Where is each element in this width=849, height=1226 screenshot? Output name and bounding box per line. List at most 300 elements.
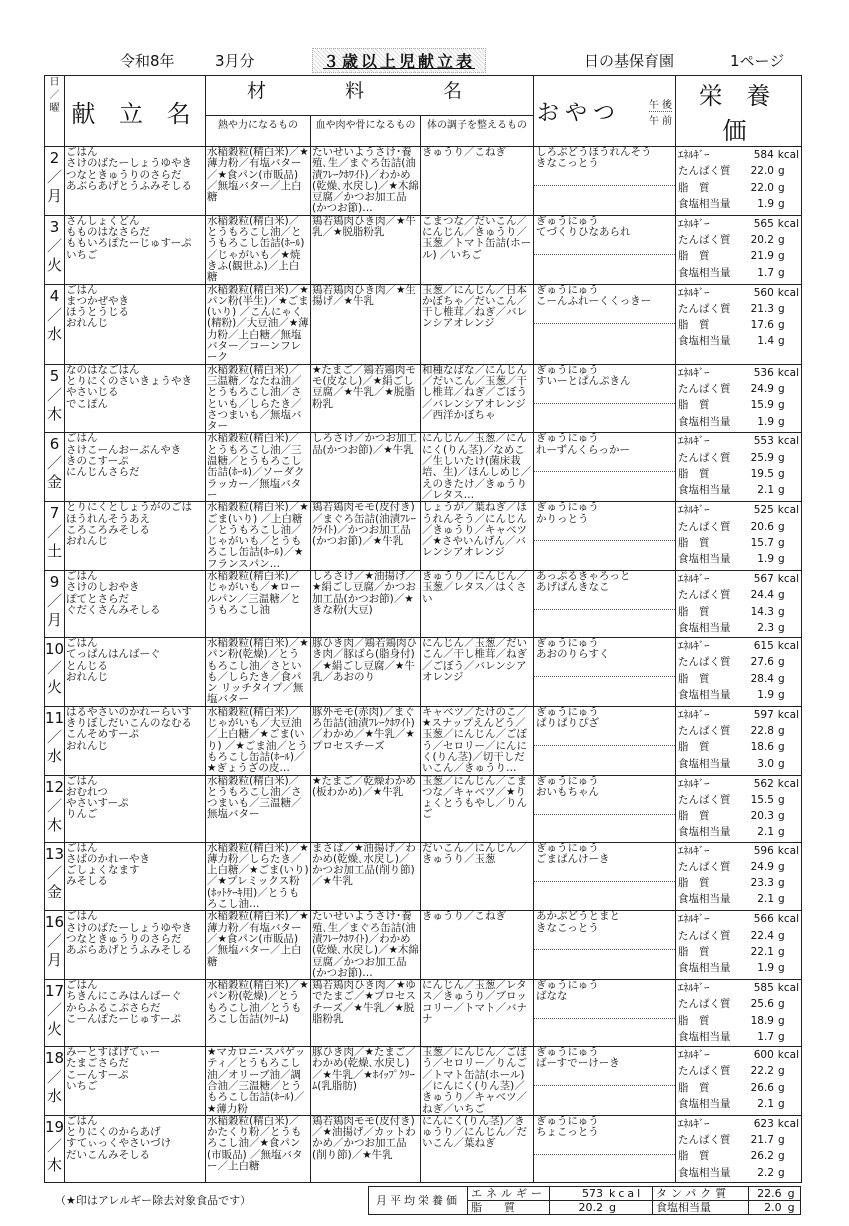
nutrition-value: 24.9 xyxy=(750,382,774,395)
nutrition-label: たんぱく質 xyxy=(678,793,731,806)
nutrition-value: 2.1 xyxy=(757,893,774,906)
nutrition-value: 26.6 xyxy=(750,1081,774,1094)
day-number: 18 xyxy=(45,1049,65,1068)
nutrition-unit: g xyxy=(778,415,785,428)
heat-energy-foods: 水稲穀粒(精白米)／かたくり粉／とうもろこし油／★食パン(市販品) ／無塩バター／上白糖 xyxy=(206,1115,311,1182)
menu-items: ごはん とりにくのからあげ すてぃっくやさいづけ だいこんみそしる xyxy=(65,1115,206,1182)
heat-energy-foods: 水稲穀粒(精白米)／じゃがいも／★ロールパン／三温糖／とうもろこし油 xyxy=(206,570,311,637)
nutrition-cell xyxy=(676,1115,802,1182)
nutrition-value: 2.3 xyxy=(757,621,774,634)
heat-energy-foods: 水稲穀粒(精白米)／★薄力粉／しらたき／上白糖／★ごま(いり) ／★プレミックス粉(ﾎｯﾄｹｰｷ用)／とうもろこし油… xyxy=(207,841,312,911)
nutrition-line xyxy=(678,450,799,466)
salt-value: 2.0 xyxy=(748,1200,784,1214)
nutrition-cell xyxy=(676,706,802,775)
nutrition-value: 22.0 xyxy=(750,181,774,194)
slash-divider: ／ xyxy=(46,236,62,255)
nutrition-line xyxy=(678,535,799,551)
nutrition-line xyxy=(678,1096,799,1112)
weekday: 火 xyxy=(46,1020,62,1039)
nutrition-value: 25.6 xyxy=(750,998,774,1011)
menu-items: ごはん おむれつ やさいすーぷ りんご xyxy=(65,775,206,842)
menu-items: なのはなごはん とりにくのさいきょうやき やさいじる でこぽん xyxy=(65,364,206,433)
nutrition-label: ｴﾈﾙｷﾞｰ xyxy=(678,777,710,790)
nutrition-line xyxy=(678,1029,799,1045)
table-row xyxy=(45,1047,802,1116)
nutrition-label: たんぱく質 xyxy=(678,302,731,315)
day-cell xyxy=(45,284,65,364)
day-number: 4 xyxy=(49,286,60,305)
body-building-foods: ★たまご／乾燥わかめ(板わかめ)／★牛乳 xyxy=(311,775,421,842)
body-building-foods: 豚ひき肉／鶏若鶏肉ひき肉／豚ばら(脂身付)／★絹ごし豆腐／★牛乳／あおのり xyxy=(311,637,421,706)
snack-afternoon: ぎゅうにゅう れーずんくらっかー xyxy=(534,433,675,472)
nutrition-value: 567 xyxy=(753,572,774,585)
protein-label: タンパク質 xyxy=(653,1186,749,1200)
nutrition-value: 26.2 xyxy=(750,1150,774,1163)
slash-divider: ／ xyxy=(46,591,62,610)
nutrition-unit: kcal xyxy=(777,286,799,299)
snack-cell xyxy=(534,911,676,980)
content-area xyxy=(44,75,801,1226)
nutrition-value: 596 xyxy=(753,844,774,857)
slash-divider: ／ xyxy=(46,454,62,473)
nutrition-value: 1.4 xyxy=(757,335,774,348)
weekday: 金 xyxy=(46,882,62,901)
day-number: 16 xyxy=(45,913,65,932)
menu-header: 献 立 名 xyxy=(65,76,206,147)
fat-label: 脂 質 xyxy=(468,1200,550,1214)
weekday: 火 xyxy=(46,255,62,274)
day-number: 11 xyxy=(45,708,65,727)
slash-divider: ／ xyxy=(46,1068,62,1087)
slash-divider: ／ xyxy=(46,168,62,186)
nutrition-value: 600 xyxy=(753,1049,774,1062)
nutrition-line xyxy=(678,875,799,891)
nutrition-label: 食塩相当量 xyxy=(678,415,731,428)
conditioning-foods: きゅうり／こねぎ xyxy=(421,911,534,980)
nutrition-line xyxy=(678,928,799,944)
nutrition-line xyxy=(678,285,799,301)
day-number: 9 xyxy=(49,572,60,591)
nutrition-unit: g xyxy=(778,165,785,178)
month: 3月分 xyxy=(215,52,255,70)
nutrition-label: 脂 質 xyxy=(678,672,710,685)
nutrition-line xyxy=(678,1063,799,1079)
snack-afternoon: ぎゅうにゅう かりっとう xyxy=(534,502,675,541)
nutrition-line xyxy=(678,620,799,636)
nutrition-line xyxy=(678,216,799,232)
nutrition-value: 27.6 xyxy=(750,656,774,669)
nutrition-label: たんぱく質 xyxy=(678,998,731,1011)
conditioning-foods: きゅうり／こねぎ xyxy=(421,147,534,216)
nutrition-label: 食塩相当量 xyxy=(678,484,731,497)
snack-afternoon: ぎゅうにゅう ばなな xyxy=(534,980,675,1019)
nutrition-line xyxy=(678,482,799,498)
nutrition-label: 食塩相当量 xyxy=(678,688,731,701)
heat-energy-foods: 水稲穀粒(精白米)／とうもろこし油／とうもろこし缶詰(ﾎｰﾙ)／じゃがいも／★焼きふ(観世ふ)／上白糖 xyxy=(206,215,311,284)
nutrition-label: 脂 質 xyxy=(678,399,710,412)
nutrition-value: 1.9 xyxy=(757,197,774,210)
nutrition-value: 3.0 xyxy=(757,757,774,770)
document-title: ３歳以上児献立表 xyxy=(312,48,486,73)
nutrition-value: 553 xyxy=(753,435,774,448)
nutrition-unit: g xyxy=(778,1134,785,1147)
nutrition-value: 15.9 xyxy=(750,399,774,412)
nutrition-unit: g xyxy=(778,468,785,481)
nutrition-unit: g xyxy=(778,319,785,332)
heat-energy-foods: 水稲穀粒(精白米)／★パン粉(乾燥)／とうもろこし油／さといも／しらたき／食パン リッチタイプ／無塩バター xyxy=(207,636,309,706)
slash-divider: ／ xyxy=(46,796,62,815)
nutrition-label: たんぱく質 xyxy=(678,656,731,669)
table-row xyxy=(45,775,802,842)
heat-energy-foods: ★マカロニ･スパゲッティ／とうもろこし油／オリーブ油／調合油／三温糖／とうもろこし缶詰(ﾎｰﾙ)／★薄力粉 xyxy=(206,1047,311,1116)
nutrition-unit: kcal xyxy=(777,435,799,448)
nutrition-line xyxy=(678,433,799,449)
day-cell xyxy=(45,1115,65,1182)
protein-unit: g xyxy=(785,1186,801,1200)
menu-items: とりにくとしょうがのごは ほうれんそうあえ ころころみそしる おれんじ xyxy=(65,502,206,571)
nutrition-line xyxy=(678,381,799,397)
nutrition-label: たんぱく質 xyxy=(678,1065,731,1078)
nutrition-line xyxy=(678,365,799,381)
nutrition-value: 21.3 xyxy=(750,302,774,315)
nutrition-label: 脂 質 xyxy=(678,468,710,481)
nutrition-label: 食塩相当量 xyxy=(678,893,731,906)
snack-cell xyxy=(534,147,676,216)
nutrition-label: 食塩相当量 xyxy=(678,1031,731,1043)
nutrition-label: 脂 質 xyxy=(678,877,710,890)
conditioning-foods: にんじん／玉葱／にんにく(りん茎)／なめこ／生しいたけ(菌床栽培、生)／ほんしめじ／えのきたけ／きゅうり／レタス… xyxy=(421,433,534,502)
nutrition-value: 20.3 xyxy=(750,810,774,823)
nutrition-label: 脂 質 xyxy=(678,741,710,754)
weekday: 金 xyxy=(46,473,62,492)
nutrition-line xyxy=(678,1116,799,1132)
nutrition-cell xyxy=(676,215,802,284)
nutrition-unit: g xyxy=(778,181,785,194)
nutrition-line xyxy=(678,808,799,824)
day-number: 5 xyxy=(49,366,60,385)
conditioning-foods: にんにく(りん茎)／きゅうり／にんじん／だいこん／葉ねぎ xyxy=(421,1115,534,1182)
nutrition-line xyxy=(678,980,799,996)
nutrition-line xyxy=(678,551,799,567)
body-building-foods: 豚ひき肉／★たまご／わかめ(乾燥､水戻し)／★牛乳／★ﾎｲｯﾌﾟｸﾘｰﾑ(乳脂肪) xyxy=(311,1047,421,1116)
nutrition-unit: g xyxy=(778,725,785,738)
weekday: 水 xyxy=(46,746,62,765)
nutrition-label: たんぱく質 xyxy=(678,860,731,873)
nutrition-label: たんぱく質 xyxy=(678,382,731,395)
nutrition-value: 22.0 xyxy=(750,165,774,178)
heat-energy-foods: 水稲穀粒(精白米)／じゃがいも／大豆油／上白糖／★ごま(いり) ／★ごま油／とうもろこし缶詰(ﾎｰﾙ)／★ぎょうざの皮… xyxy=(206,706,311,775)
body-building-foods: 鶏若鶏肉ひき肉／★ゆでたまご／★プロセスチーズ／★牛乳／★脱脂粉乳 xyxy=(311,980,421,1047)
snack-cell xyxy=(534,502,676,571)
nutrition-value: 17.6 xyxy=(750,319,774,332)
table-row xyxy=(45,911,802,980)
fat-value: 20.2 xyxy=(550,1200,607,1214)
nutrition-label: 食塩相当量 xyxy=(678,757,731,770)
nutrition-unit: kcal xyxy=(777,1049,799,1062)
nutrition-line xyxy=(678,960,799,976)
nutrition-unit: kcal xyxy=(777,504,799,517)
nutrition-value: 22.8 xyxy=(750,725,774,738)
nutrition-value: 562 xyxy=(753,777,774,790)
nutrition-line xyxy=(678,1132,799,1148)
nutrition-unit: g xyxy=(778,589,785,602)
nutrition-label: ｴﾈﾙｷﾞｰ xyxy=(678,366,710,379)
day-cell xyxy=(45,706,65,775)
nutrition-cell xyxy=(676,775,802,842)
slash-divider: ／ xyxy=(46,727,62,746)
snack-title: おやつ xyxy=(537,100,622,126)
day-number: 7 xyxy=(49,504,60,523)
nutrition-label: ｴﾈﾙｷﾞｰ xyxy=(678,286,710,299)
nutrition-line xyxy=(678,1080,799,1096)
nutrition-line xyxy=(678,739,799,755)
snack-cell xyxy=(534,433,676,502)
snack-cell xyxy=(534,706,676,775)
body-building-foods: 鶏若鶏肉ひき肉／★生揚げ／★牛乳 xyxy=(311,284,421,364)
weekday: 火 xyxy=(46,677,62,696)
nutrition-value: 18.6 xyxy=(750,741,774,754)
nutrition-value: 1.7 xyxy=(757,266,774,279)
nutrition-label: 脂 質 xyxy=(678,1150,710,1163)
nutrition-unit: g xyxy=(778,860,785,873)
nutrition-unit: g xyxy=(778,998,785,1011)
nutrition-value: 2.1 xyxy=(757,826,774,839)
weekday: 土 xyxy=(46,542,62,561)
day-cell xyxy=(45,842,65,911)
slash-divider: ／ xyxy=(46,305,62,324)
slash-divider: ／ xyxy=(46,863,62,882)
nutrition-value: 14.3 xyxy=(750,605,774,618)
salt-label: 食塩相当量 xyxy=(653,1200,749,1214)
heat-energy-foods: 水稲穀粒(精白米)／三温糖／なたね油／とうもろこし油／さといも／しらたき／さつまいも／無塩バター xyxy=(206,364,311,433)
nutrition-value: 566 xyxy=(753,913,774,926)
heat-energy-foods: 水稲穀粒(精白米)／★薄力粉／有塩バター／★食パン(市販品) ／無塩バター／上白糖 xyxy=(206,147,311,216)
weekday: 水 xyxy=(46,324,62,343)
body-building-foods: ★たまご／鶏若鶏肉モモ(皮なし)／★絹ごし豆腐／★牛乳／★脱脂粉乳 xyxy=(311,364,421,433)
nutrition-value: 584 xyxy=(753,149,774,161)
nutrition-label: 食塩相当量 xyxy=(678,962,731,975)
day-cell xyxy=(45,980,65,1047)
nutrition-value: 2.2 xyxy=(757,1166,774,1179)
nutrition-label: ｴﾈﾙｷﾞｰ xyxy=(678,435,710,448)
nutrition-unit: kcal xyxy=(777,777,799,790)
conditioning-foods: にんじん／玉葱／レタス／きゅうり／ブロッコリー／トマト／バナナ xyxy=(421,980,534,1047)
day-header: 日／曜 xyxy=(45,76,65,147)
weekday: 月 xyxy=(46,610,62,629)
nutrition-unit: g xyxy=(778,382,785,395)
nutrition-unit: kcal xyxy=(777,1117,799,1130)
nutrition-value: 560 xyxy=(753,286,774,299)
day-cell xyxy=(45,147,65,216)
nutrition-unit: g xyxy=(778,877,785,890)
nutrition-label: たんぱく質 xyxy=(678,451,731,464)
day-number: 17 xyxy=(45,982,65,1001)
avg-label: 月平均栄養価 xyxy=(369,1186,468,1214)
nutrition-unit: g xyxy=(778,1150,785,1163)
nutrition-line xyxy=(678,638,799,654)
nutrition-value: 2.1 xyxy=(757,1098,774,1110)
snack-cell xyxy=(534,775,676,842)
nutrition-line xyxy=(678,571,799,587)
nutrition-unit: g xyxy=(778,962,785,975)
blood-header: 血や肉や骨になるもの xyxy=(311,115,421,146)
nutrition-line xyxy=(678,163,799,179)
nutrition-unit: g xyxy=(778,1014,785,1027)
slash-divider: ／ xyxy=(46,658,62,677)
body-building-foods: しろさけ／★油揚げ／★絹ごし豆腐／かつお加工品(かつお節)／★きな粉(大豆) xyxy=(311,570,421,637)
heat-energy-foods: 水稲穀粒(精白米)／★パン粉(半生)／★ごま(いり) ／こんにゃく(精粉)／大豆油／★薄力粉／上白糖／無塩バター／コーンフレーク xyxy=(207,283,309,364)
nutrition-line xyxy=(678,756,799,772)
nutrition-unit: g xyxy=(778,929,785,942)
nutrition-label: 食塩相当量 xyxy=(678,197,731,210)
table-row xyxy=(45,1115,802,1182)
day-number: 10 xyxy=(45,639,65,658)
nutrition-value: 15.5 xyxy=(750,793,774,806)
table-row xyxy=(45,980,802,1047)
nutrition-cell xyxy=(676,911,802,980)
nutrition-unit: g xyxy=(778,893,785,906)
snack-afternoon: ぎゅうにゅう てづくりひなあられ xyxy=(534,216,675,255)
nutrition-value: 22.1 xyxy=(750,945,774,958)
pm-label: 午 後 xyxy=(649,96,672,112)
nutrition-value: 623 xyxy=(753,1117,774,1130)
salt-unit: g xyxy=(785,1200,801,1214)
table-row xyxy=(45,706,802,775)
nutrition-cell xyxy=(676,1047,802,1116)
nutrition-unit: kcal xyxy=(777,572,799,585)
weekday: 木 xyxy=(46,815,62,834)
nutrition-value: 597 xyxy=(753,708,774,721)
nutrition-line xyxy=(678,723,799,739)
nutrition-unit: g xyxy=(778,1065,785,1078)
nutrition-value: 536 xyxy=(753,366,774,379)
nutrition-value: 18.9 xyxy=(750,1014,774,1027)
body-building-foods: たいせいようさけ･養殖､生／まぐろ缶詰(油漬ﾌﾚｰｸﾎﾜｲﾄ)／わかめ(乾燥､水戻し)／★木綿豆腐／かつお加工品(かつお節)… xyxy=(312,910,419,979)
table-row xyxy=(45,570,802,637)
nutrition-label: 脂 質 xyxy=(678,1014,710,1027)
body-building-foods: 鶏若鶏肉ひき肉／★牛乳／★脱脂粉乳 xyxy=(311,215,421,284)
slash-divider: ／ xyxy=(46,932,62,951)
nutrition-label: ｴﾈﾙｷﾞｰ xyxy=(678,1049,710,1062)
menu-table xyxy=(44,75,802,1183)
nutrition-line xyxy=(678,147,799,163)
nutrition-line xyxy=(678,301,799,317)
table-row xyxy=(45,842,802,911)
nutrition-line xyxy=(678,792,799,808)
nutrition-line xyxy=(678,911,799,927)
nutrition-line xyxy=(678,824,799,840)
nutrition-label: 脂 質 xyxy=(678,1081,710,1094)
snack-afternoon: ぎゅうにゅう あおのりらすく xyxy=(534,638,675,677)
snack-cell xyxy=(534,1115,676,1182)
day-number: 3 xyxy=(49,217,60,236)
nutrition-line xyxy=(678,587,799,603)
heat-energy-foods: 水稲穀粒(精白米)／とうもろこし油／さつまいも／三温糖／無塩バター xyxy=(206,775,311,842)
nutrition-unit: kcal xyxy=(777,982,799,995)
nutrition-value: 21.9 xyxy=(750,250,774,263)
nutrition-line xyxy=(678,687,799,703)
weekday: 木 xyxy=(46,404,62,423)
day-cell xyxy=(45,637,65,706)
nutrition-label: たんぱく質 xyxy=(678,165,731,178)
nutrition-line xyxy=(678,1047,799,1063)
nutrition-value: 22.2 xyxy=(750,1065,774,1078)
snack-afternoon: しろぶどうほうれんそう きなこっとう xyxy=(534,147,675,186)
body-building-foods: 豚外モモ(赤肉)／まぐろ缶詰(油漬ﾌﾚｰｸﾎﾜｲﾄ)／わかめ／★牛乳／★プロセスチーズ xyxy=(311,706,421,775)
menu-items: ごはん さけのばたーしょうゆやき つなときゅうりのさらだ あぶらあげとうふみそしる xyxy=(65,911,206,980)
nutrition-unit: g xyxy=(778,484,785,497)
nutrition-line xyxy=(678,944,799,960)
nutrition-label: たんぱく質 xyxy=(678,929,731,942)
nutrition-unit: g xyxy=(778,1166,785,1179)
nutrition-unit: g xyxy=(778,656,785,669)
nutrition-value: 585 xyxy=(753,982,774,995)
nutrition-value: 21.7 xyxy=(750,1134,774,1147)
nutrition-value: 2.1 xyxy=(757,484,774,497)
conditioning-foods: こまつな／だいこん／にんじん／きゅうり／玉葱／トマト缶詰(ホール) ／いちご xyxy=(421,215,534,284)
nutrition-value: 1.9 xyxy=(757,962,774,975)
nutrition-value: 15.7 xyxy=(750,536,774,549)
snack-cell xyxy=(534,284,676,364)
heat-energy-foods: 水稲穀粒(精白米)／とうもろこし油／三温糖／とうもろこし缶詰(ﾎｰﾙ)／ソーダクラッカー／無塩バター xyxy=(206,433,311,502)
nutrition-value: 24.9 xyxy=(750,860,774,873)
nutrition-label: たんぱく質 xyxy=(678,725,731,738)
nutrition-line xyxy=(678,248,799,264)
heat-energy-foods: 水稲穀粒(精白米)／★ごま(いり) ／上白糖／とうもろこし油／じゃがいも／とうもろこし缶詰(ﾎｰﾙ)／★フランスパン… xyxy=(207,501,309,570)
day-cell xyxy=(45,570,65,637)
nutrition-label: ｴﾈﾙｷﾞｰ xyxy=(678,217,710,230)
nutrition-unit: g xyxy=(778,741,785,754)
snack-afternoon: ぎゅうにゅう ごまぱんけーき xyxy=(534,843,675,882)
nutrition-line xyxy=(678,604,799,620)
nutrition-label: 食塩相当量 xyxy=(678,826,731,839)
nutrition-label: 脂 質 xyxy=(678,536,710,549)
snack-afternoon: あかぶどうとまと きなこっとう xyxy=(534,911,675,950)
nutrition-label: 脂 質 xyxy=(678,945,710,958)
nutrition-header: 栄 養 価 xyxy=(676,76,802,147)
day-number: 2 xyxy=(49,149,60,167)
conditioning-foods: しょうが／葉ねぎ／ほうれんそう／にんじん／きゅうり／キャベツ／★さやいんげん／バレンシアオレンジ xyxy=(421,502,534,571)
nutrition-cell xyxy=(676,502,802,571)
snack-header xyxy=(534,76,676,147)
nutrition-value: 1.7 xyxy=(757,1031,774,1043)
nutrition-unit: g xyxy=(778,266,785,279)
day-cell xyxy=(45,364,65,433)
nutrition-unit: kcal xyxy=(777,708,799,721)
nutrition-unit: g xyxy=(778,757,785,770)
weekday: 月 xyxy=(46,951,62,970)
nutrition-unit: g xyxy=(778,621,785,634)
nutrition-line xyxy=(678,996,799,1012)
day-cell xyxy=(45,502,65,571)
nutrition-value: 615 xyxy=(753,639,774,652)
allergy-note: （★印はアレルギー除去対象食品です） xyxy=(55,1193,252,1207)
nutrition-label: ｴﾈﾙｷﾞｰ xyxy=(678,504,710,517)
nutrition-label: 脂 質 xyxy=(678,605,710,618)
heat-energy-foods: 水稲穀粒(精白米)／★パン粉(乾燥)／とうもろこし油／とうもろこし缶詰(ｸﾘｰﾑ) xyxy=(206,980,311,1047)
nutrition-cell xyxy=(676,980,802,1047)
nutrition-unit: g xyxy=(778,536,785,549)
fat-unit: g xyxy=(606,1200,653,1214)
snack-cell xyxy=(534,570,676,637)
table-row xyxy=(45,284,802,364)
weekday: 月 xyxy=(46,187,62,205)
snack-afternoon: ぎゅうにゅう ちょこっとう xyxy=(534,1116,675,1155)
page-number: 1ページ xyxy=(730,52,785,70)
nutrition-cell xyxy=(676,147,802,216)
day-cell xyxy=(45,911,65,980)
nutrition-value: 22.4 xyxy=(750,929,774,942)
